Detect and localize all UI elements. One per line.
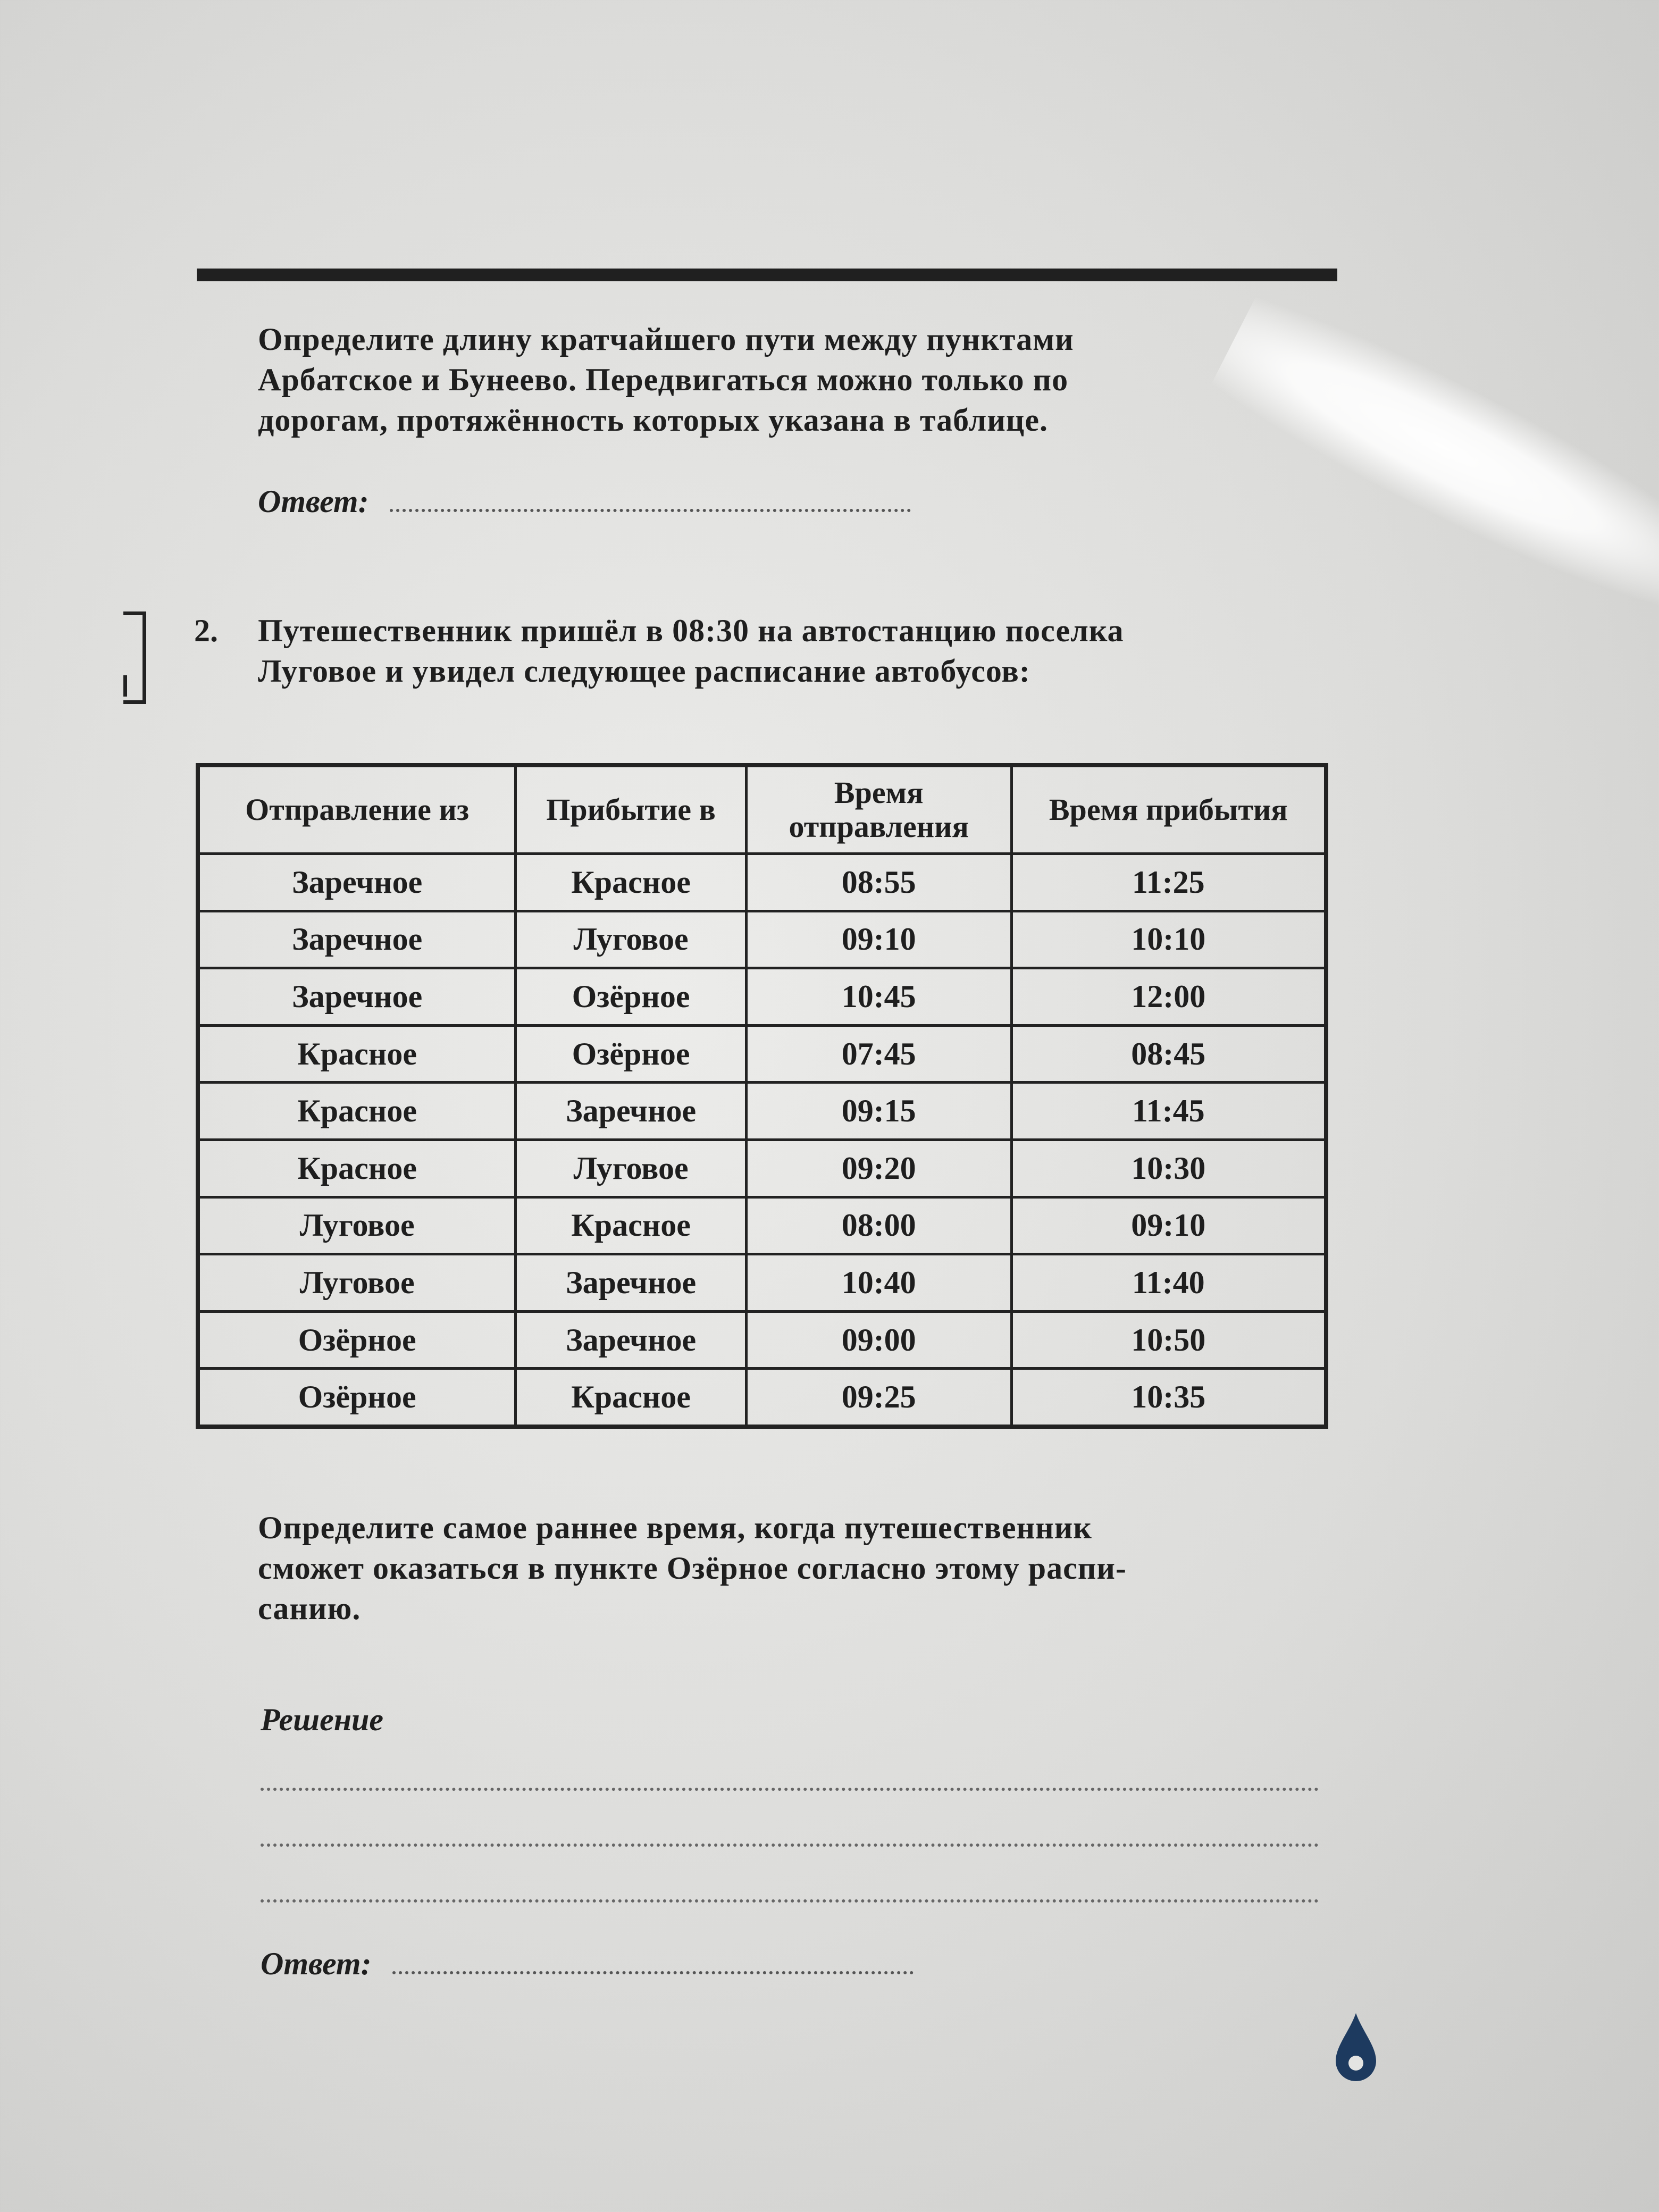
cell-from: Озёрное [198, 1311, 516, 1369]
table-row [198, 1139, 1326, 1197]
solution-line[interactable] [261, 1788, 1319, 1791]
cell-to: Красное [516, 1369, 747, 1427]
task2-number: 2. [194, 613, 218, 648]
cell-arrival: 10:10 [1011, 911, 1326, 968]
task2-question-line: санию. [258, 1591, 361, 1626]
cell-arrival: 10:50 [1011, 1311, 1326, 1369]
task2-answer [261, 1943, 914, 1984]
cell-from: Озёрное [198, 1369, 516, 1427]
cell-to: Красное [516, 1197, 747, 1254]
task2-question-line: Определите самое раннее время, когда путешественник [258, 1510, 1092, 1545]
table-row [198, 1369, 1326, 1427]
cell-arrival: 09:10 [1011, 1197, 1326, 1254]
table-row [198, 1025, 1326, 1083]
cell-from: Заречное [198, 968, 516, 1026]
task2-answer-label: Ответ: [261, 1946, 372, 1981]
cell-departure: 09:25 [746, 1369, 1011, 1427]
cell-from: Красное [198, 1139, 516, 1197]
cell-departure: 07:45 [746, 1025, 1011, 1083]
cell-departure: 09:00 [746, 1311, 1011, 1369]
cell-arrival: 11:25 [1011, 854, 1326, 911]
cell-arrival: 08:45 [1011, 1025, 1326, 1083]
cell-from: Красное [198, 1083, 516, 1140]
margin-bracket-tick [123, 675, 135, 697]
header-departure-time: Время отправления [746, 765, 1011, 854]
cell-departure: 10:40 [746, 1254, 1011, 1312]
cell-departure: 09:15 [746, 1083, 1011, 1140]
cell-to: Озёрное [516, 968, 747, 1026]
cell-departure: 10:45 [746, 968, 1011, 1026]
table-row [198, 854, 1326, 911]
task1-line: Определите длину кратчайшего пути между пунктами [258, 322, 1074, 357]
cell-departure: 09:10 [746, 911, 1011, 968]
cell-to: Луговое [516, 1139, 747, 1197]
cell-arrival: 10:35 [1011, 1369, 1326, 1427]
header-arrival-time: Время прибытия [1011, 765, 1326, 854]
cell-to: Луговое [516, 911, 747, 968]
task1-answer [258, 481, 911, 522]
cell-to: Заречное [516, 1254, 747, 1312]
task1-text [258, 319, 1337, 440]
cell-to: Красное [516, 854, 747, 911]
cell-from: Заречное [198, 911, 516, 968]
header-departure-from: Отправление из [198, 765, 516, 854]
task1-answer-field[interactable] [390, 506, 911, 512]
cell-to: Заречное [516, 1083, 747, 1140]
cell-departure: 09:20 [746, 1139, 1011, 1197]
cell-from: Заречное [198, 854, 516, 911]
cell-departure: 08:55 [746, 854, 1011, 911]
table-row [198, 1197, 1326, 1254]
cell-from: Красное [198, 1025, 516, 1083]
task2-line: Путешественник пришёл в 08:30 на автостанцию поселка [258, 613, 1124, 648]
cell-from: Луговое [198, 1254, 516, 1312]
table-row [198, 1254, 1326, 1312]
task2-question [258, 1507, 1321, 1629]
task1-line: Арбатское и Бунеево. Передвигаться можно только по [258, 362, 1069, 397]
cell-arrival: 10:30 [1011, 1139, 1326, 1197]
task2-answer-field[interactable] [392, 1968, 914, 1974]
cell-arrival: 11:40 [1011, 1254, 1326, 1312]
solution-line[interactable] [261, 1844, 1319, 1847]
top-rule [197, 269, 1337, 281]
task1-answer-label: Ответ: [258, 484, 369, 519]
task2-question-line: сможет оказаться в пункте Озёрное согласно этому распи- [258, 1551, 1127, 1586]
table-header-row [198, 765, 1326, 854]
cell-departure: 08:00 [746, 1197, 1011, 1254]
cell-from: Луговое [198, 1197, 516, 1254]
task1-line: дорогам, протяжённость которых указана в таблице. [258, 403, 1049, 438]
solution-line[interactable] [261, 1899, 1319, 1903]
cell-arrival: 12:00 [1011, 968, 1326, 1026]
solution-label: Решение [261, 1702, 384, 1737]
task2-text [258, 610, 1337, 691]
cell-to: Заречное [516, 1311, 747, 1369]
cell-arrival: 11:45 [1011, 1083, 1326, 1140]
bus-schedule-table [196, 763, 1328, 1429]
table-row [198, 968, 1326, 1026]
cell-to: Озёрное [516, 1025, 747, 1083]
table-row [198, 1083, 1326, 1140]
drop-icon [1329, 2010, 1382, 2084]
table-row [198, 1311, 1326, 1369]
header-arrival-to: Прибытие в [516, 765, 747, 854]
task2-line: Луговое и увидел следующее расписание автобусов: [258, 653, 1030, 689]
table-row [198, 911, 1326, 968]
